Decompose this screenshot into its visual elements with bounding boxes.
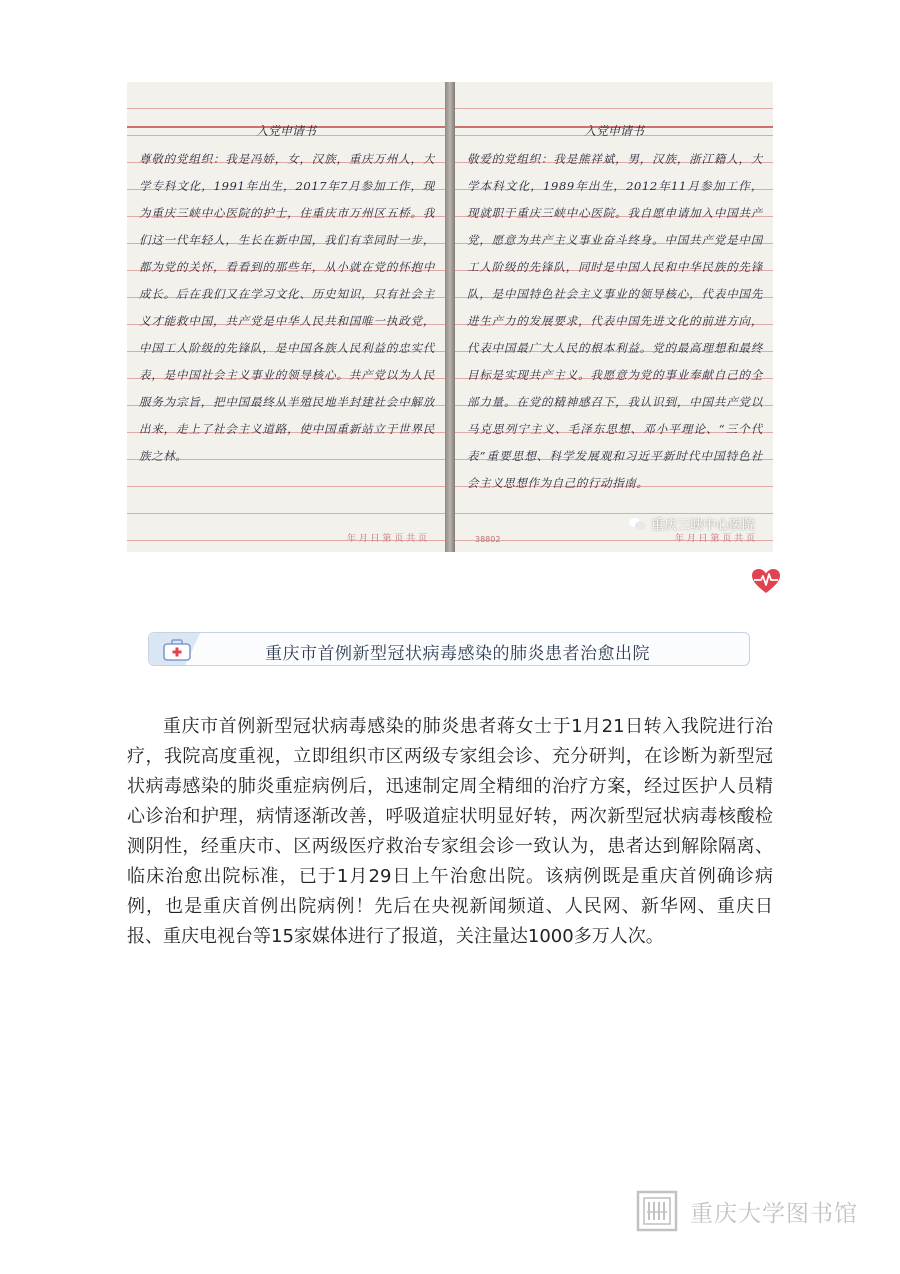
left-letter-text: 尊敬的党组织：我是冯娇，女，汉族，重庆万州人，大学专科文化，1991年出生，2017年7月参加工作，现为重庆三峡中心医院的护士，住重庆市万州区五桥。我们这一代年轻人，生长在新中国，我们有幸同时一步，都为党的关怀，看看到的那些年，从小就在党的怀抱中成长。后在我们又在学习文化、历史知识，只有社会主义才能救中国，共产党是中华人民共和国唯一执政党，中国工人阶级的先锋队，是中国各族人民利益的忠实代表，是中国社会主义事业的领导核心。共产党以为人民服务为宗旨，把中国最终从半殖民地半封建社会中解放出来，走上了社会主义道路，使中国重新站立于世界民族之林。 [139, 152, 435, 463]
right-page-footer: 年 月 日 第 页 共 页 [674, 534, 755, 544]
section-title-bar [148, 632, 750, 666]
medical-kit-icon [163, 639, 191, 661]
watermark-text: 重庆三峡中心医院 [650, 518, 755, 533]
left-letter-heading: 入党申请书 [255, 124, 316, 138]
section-title: 重庆市首例新型冠状病毒感染的肺炎患者治愈出院 [265, 644, 650, 664]
paper-code: 38802 [475, 535, 501, 544]
left-letter-sheet [127, 82, 445, 552]
library-emblem-icon [636, 1190, 678, 1232]
right-letter-text: 敬爱的党组织：我是熊祥斌，男，汉族，浙江籍人，大学本科文化，1989年出生，2012年11月参加工作，现就职于重庆三峡中心医院。我自愿申请加入中国共产党，愿意为共产主义事业奋斗终身。中国共产党是中国工人阶级的先锋队，同时是中国人民和中华民族的先锋队，是中国特色社会主义事业的领导核心，代表中国先进生产力的发展要求，代表中国先进文化的前进方向，代表中国最广大人民的根本利益。党的最高理想和最终目标是实现共产主义。我愿意为党的事业奉献自己的全部力量。在党的精神感召下，我认识到，中国共产党以马克思列宁主义、毛泽东思想、邓小平理论、“三个代表”重要思想、科学发展观和习近平新时代中国特色社会主义思想作为自己的行动指南。 [467, 152, 763, 490]
hospital-watermark [629, 514, 755, 533]
library-name: 重庆大学图书馆 [690, 1200, 858, 1227]
article-paragraph: 重庆市首例新型冠状病毒感染的肺炎患者蒋女士于1月21日转入我院进行治疗，我院高度重视，立即组织市区两级专家组会诊、充分研判，在诊断为新型冠状病毒感染的肺炎重症病例后，迅速制定周全精细的治疗方案，经过医护人员精心诊治和护理，病情逐渐改善，呼吸道症状明显好转，两次新型冠状病毒核酸检测阴性，经重庆市、区两级医疗救治专家组会诊一致认为，患者达到解除隔离、临床治愈出院标准，已于1月29日上午治愈出院。该病例既是重庆首例确诊病例，也是重庆首例出院病例！先后在央视新闻频道、人民网、新华网、重庆日报、重庆电视台等15家媒体进行了报道，关注量达1000多万人次。 [127, 716, 773, 947]
application-letters-photo [127, 82, 773, 552]
right-letter-sheet [455, 82, 773, 552]
library-logo [636, 1190, 858, 1232]
heartbeat-icon [751, 568, 781, 594]
wechat-icon [629, 517, 647, 531]
notebook-spine [445, 82, 455, 552]
left-page-footer: 年 月 日 第 页 共 页 [346, 534, 427, 544]
right-letter-heading: 入党申请书 [583, 124, 644, 138]
